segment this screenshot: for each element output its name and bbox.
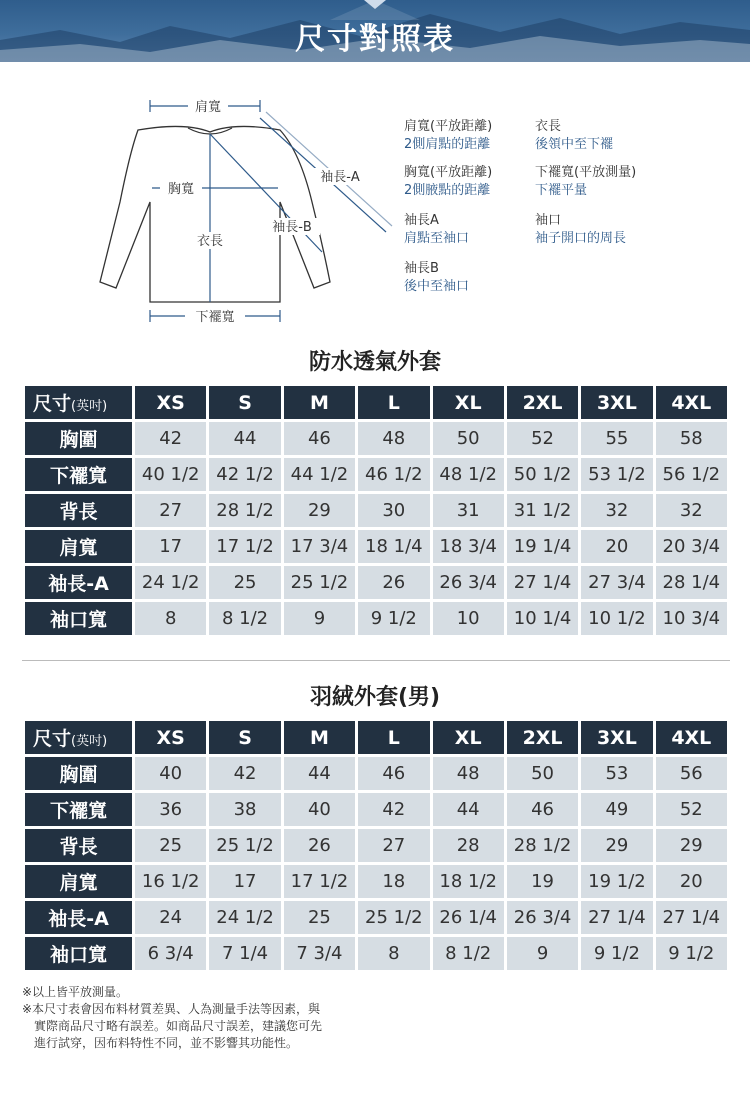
table-cell: 25 <box>284 901 355 934</box>
section-divider <box>22 660 730 661</box>
size-header: M <box>284 386 355 419</box>
table-cell: 25 1/2 <box>209 829 280 862</box>
table-cell: 16 1/2 <box>135 865 206 898</box>
label-shoulder: 肩寬 <box>194 100 222 115</box>
table-cell: 27 <box>135 494 206 527</box>
table-cell: 18 1/2 <box>433 865 504 898</box>
table-cell: 9 <box>284 602 355 635</box>
table-cell: 8 <box>135 602 206 635</box>
table-cell: 46 <box>507 793 578 826</box>
table-row <box>25 793 727 826</box>
legend-desc: 2側肩點的距離 <box>404 137 491 152</box>
page-title: 尺寸對照表 <box>295 22 455 57</box>
table-cell: 52 <box>656 793 727 826</box>
section-title-waterproof-jacket: 防水透氣外套 <box>308 350 441 375</box>
size-header: XL <box>433 386 504 419</box>
legend-chest <box>404 164 492 200</box>
table-cell: 26 1/4 <box>433 901 504 934</box>
table-cell: 27 1/4 <box>656 901 727 934</box>
legend-sleeve-a <box>404 212 469 248</box>
corner-label: 尺寸 <box>33 393 72 415</box>
table-cell: 25 1/2 <box>284 566 355 599</box>
row-header: 背長 <box>25 829 132 862</box>
table-header-row <box>25 386 727 419</box>
section-title-down-jacket: 羽絨外套(男) <box>309 685 441 710</box>
size-header: 3XL <box>581 721 652 754</box>
table-cell: 53 <box>581 757 652 790</box>
corner-header <box>25 721 132 754</box>
table-cell: 44 1/2 <box>284 458 355 491</box>
label-hem: 下襬寬 <box>195 310 235 325</box>
row-header: 胸圍 <box>25 757 132 790</box>
table-cell: 50 <box>433 422 504 455</box>
table-cell: 25 1/2 <box>358 901 429 934</box>
size-header: 4XL <box>656 386 727 419</box>
table-row <box>25 530 727 563</box>
size-header: L <box>358 721 429 754</box>
table-cell: 18 <box>358 865 429 898</box>
size-header: S <box>209 721 280 754</box>
table-cell: 26 <box>284 829 355 862</box>
table-cell: 6 3/4 <box>135 937 206 970</box>
table-cell: 40 1/2 <box>135 458 206 491</box>
table-cell: 10 <box>433 602 504 635</box>
footnote-line: 實際商品尺寸略有誤差。如商品尺寸誤差，建議您可先 <box>34 1019 323 1033</box>
legend-term: 袖口 <box>535 213 562 228</box>
row-header: 肩寬 <box>25 865 132 898</box>
footnote-line: ※本尺寸表會因布料材質差異、人為測量手法等因素，與 <box>22 1002 321 1016</box>
table-row <box>25 901 727 934</box>
table-row <box>25 602 727 635</box>
table-cell: 9 <box>507 937 578 970</box>
size-header: XL <box>433 721 504 754</box>
legend-desc: 袖子開口的周長 <box>535 231 627 246</box>
corner-unit: (英吋) <box>71 734 108 749</box>
table-cell: 9 1/2 <box>581 937 652 970</box>
table-header-row <box>25 721 727 754</box>
table-cell: 58 <box>656 422 727 455</box>
table-cell: 24 1/2 <box>209 901 280 934</box>
row-header: 下襬寬 <box>25 458 132 491</box>
table-cell: 18 3/4 <box>433 530 504 563</box>
table-cell: 8 1/2 <box>433 937 504 970</box>
size-table-down-jacket <box>22 718 730 973</box>
corner-unit: (英吋) <box>71 399 108 414</box>
header-banner <box>0 0 750 62</box>
table-cell: 53 1/2 <box>581 458 652 491</box>
table-cell: 17 1/2 <box>209 530 280 563</box>
legend-hem <box>535 164 636 200</box>
table-cell: 10 1/4 <box>507 602 578 635</box>
table-cell: 44 <box>209 422 280 455</box>
table-cell: 44 <box>433 793 504 826</box>
legend-term: 袖長B <box>404 261 439 276</box>
legend-shoulder <box>404 118 492 154</box>
table-cell: 27 1/4 <box>507 566 578 599</box>
table-row <box>25 566 727 599</box>
table-cell: 42 1/2 <box>209 458 280 491</box>
size-header: XS <box>135 386 206 419</box>
row-header: 袖長-A <box>25 901 132 934</box>
legend-length <box>535 118 613 154</box>
table-cell: 36 <box>135 793 206 826</box>
table-cell: 17 3/4 <box>284 530 355 563</box>
table-cell: 17 <box>135 530 206 563</box>
table-cell: 17 <box>209 865 280 898</box>
label-sleeve-a: 袖長-A <box>320 170 360 185</box>
size-header: 2XL <box>507 721 578 754</box>
table-cell: 52 <box>507 422 578 455</box>
table-cell: 10 1/2 <box>581 602 652 635</box>
shirt-outline-icon <box>90 92 410 332</box>
table-cell: 26 3/4 <box>433 566 504 599</box>
row-header: 袖長-A <box>25 566 132 599</box>
table-cell: 31 1/2 <box>507 494 578 527</box>
legend-desc: 下襬平量 <box>535 183 588 198</box>
table-cell: 28 1/4 <box>656 566 727 599</box>
table-row <box>25 458 727 491</box>
corner-header <box>25 386 132 419</box>
table-cell: 48 1/2 <box>433 458 504 491</box>
footnotes <box>22 984 322 1052</box>
table-cell: 9 1/2 <box>656 937 727 970</box>
table-cell: 29 <box>656 829 727 862</box>
table-cell: 28 1/2 <box>209 494 280 527</box>
corner-label: 尺寸 <box>33 728 72 750</box>
table-cell: 19 1/4 <box>507 530 578 563</box>
table-cell: 27 3/4 <box>581 566 652 599</box>
legend-sleeve-b <box>404 260 469 296</box>
table-cell: 40 <box>284 793 355 826</box>
legend-cuff <box>535 212 626 248</box>
table-cell: 40 <box>135 757 206 790</box>
footnote-line: ※以上皆平放測量。 <box>22 985 129 999</box>
table-cell: 55 <box>581 422 652 455</box>
table-cell: 17 1/2 <box>284 865 355 898</box>
garment-diagram <box>90 92 410 332</box>
size-header: 4XL <box>656 721 727 754</box>
table-cell: 19 1/2 <box>581 865 652 898</box>
table-cell: 50 <box>507 757 578 790</box>
legend-term: 下襬寬(平放測量) <box>535 165 637 180</box>
table-cell: 46 <box>358 757 429 790</box>
table-cell: 28 <box>433 829 504 862</box>
table-cell: 29 <box>284 494 355 527</box>
table-cell: 50 1/2 <box>507 458 578 491</box>
legend-term: 肩寬(平放距離) <box>404 119 493 134</box>
table-cell: 42 <box>135 422 206 455</box>
table-cell: 32 <box>656 494 727 527</box>
table-cell: 20 3/4 <box>656 530 727 563</box>
legend-term: 衣長 <box>535 119 562 134</box>
table-cell: 27 1/4 <box>581 901 652 934</box>
table-cell: 20 <box>581 530 652 563</box>
label-sleeve-b: 袖長-B <box>272 220 312 235</box>
size-header: 2XL <box>507 386 578 419</box>
legend-term: 胸寬(平放距離) <box>404 165 493 180</box>
label-chest: 胸寬 <box>167 182 195 197</box>
table-row <box>25 422 727 455</box>
row-header: 胸圍 <box>25 422 132 455</box>
table-cell: 26 3/4 <box>507 901 578 934</box>
table-row <box>25 494 727 527</box>
table-cell: 48 <box>358 422 429 455</box>
size-header: M <box>284 721 355 754</box>
table-cell: 24 <box>135 901 206 934</box>
table-cell: 29 <box>581 829 652 862</box>
table-cell: 7 1/4 <box>209 937 280 970</box>
table-cell: 9 1/2 <box>358 602 429 635</box>
table-cell: 32 <box>581 494 652 527</box>
table-cell: 30 <box>358 494 429 527</box>
table-cell: 46 1/2 <box>358 458 429 491</box>
row-header: 背長 <box>25 494 132 527</box>
size-header: 3XL <box>581 386 652 419</box>
table-cell: 56 <box>656 757 727 790</box>
legend-desc: 肩點至袖口 <box>404 231 470 246</box>
table-cell: 49 <box>581 793 652 826</box>
footnote-line: 進行試穿，因布料特性不同，並不影響其功能性。 <box>34 1036 299 1050</box>
table-cell: 38 <box>209 793 280 826</box>
table-cell: 48 <box>433 757 504 790</box>
label-length: 衣長 <box>196 234 224 249</box>
table-cell: 42 <box>209 757 280 790</box>
row-header: 袖口寬 <box>25 602 132 635</box>
size-table-waterproof-jacket <box>22 383 730 638</box>
table-cell: 19 <box>507 865 578 898</box>
row-header: 下襬寬 <box>25 793 132 826</box>
legend-desc: 2側腋點的距離 <box>404 183 491 198</box>
table-cell: 26 <box>358 566 429 599</box>
table-cell: 25 <box>209 566 280 599</box>
size-header: L <box>358 386 429 419</box>
row-header: 袖口寬 <box>25 937 132 970</box>
table-cell: 56 1/2 <box>656 458 727 491</box>
table-cell: 44 <box>284 757 355 790</box>
table-cell: 27 <box>358 829 429 862</box>
legend-desc: 後領中至下襬 <box>535 137 614 152</box>
table-cell: 28 1/2 <box>507 829 578 862</box>
legend-desc: 後中至袖口 <box>404 279 470 294</box>
table-cell: 24 1/2 <box>135 566 206 599</box>
table-cell: 46 <box>284 422 355 455</box>
table-cell: 20 <box>656 865 727 898</box>
table-cell: 8 <box>358 937 429 970</box>
table-cell: 8 1/2 <box>209 602 280 635</box>
table-row <box>25 757 727 790</box>
legend-term: 袖長A <box>404 213 439 228</box>
table-cell: 18 1/4 <box>358 530 429 563</box>
table-cell: 42 <box>358 793 429 826</box>
size-header: S <box>209 386 280 419</box>
table-cell: 10 3/4 <box>656 602 727 635</box>
row-header: 肩寬 <box>25 530 132 563</box>
table-cell: 25 <box>135 829 206 862</box>
table-cell: 7 3/4 <box>284 937 355 970</box>
size-header: XS <box>135 721 206 754</box>
table-row <box>25 829 727 862</box>
table-row <box>25 865 727 898</box>
table-row <box>25 937 727 970</box>
table-cell: 31 <box>433 494 504 527</box>
